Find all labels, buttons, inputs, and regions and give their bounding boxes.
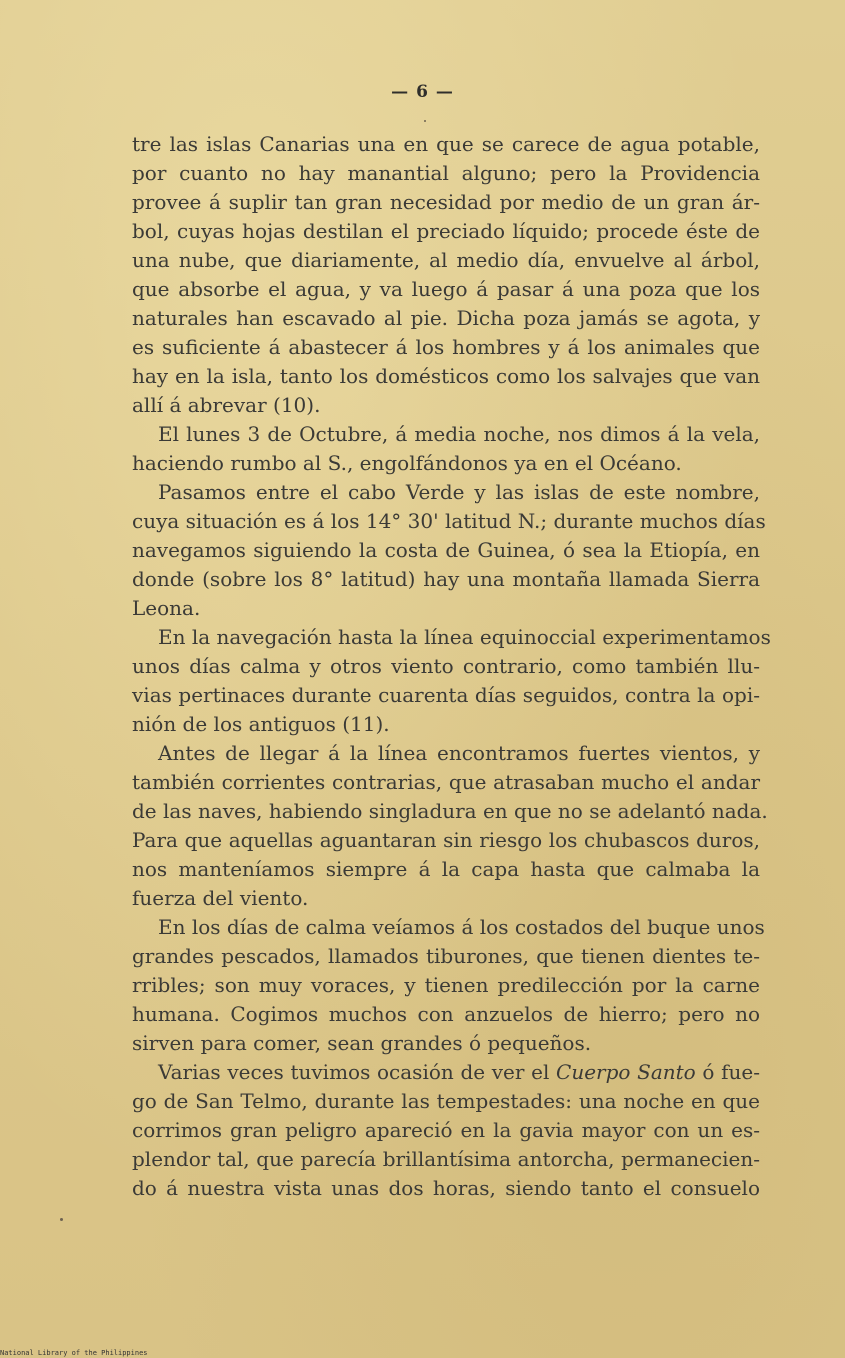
text-line: bol, cuyas hojas destilan el preciado líquido; procede éste de bbox=[132, 219, 760, 243]
text-line: también corrientes contrarias, que atrasaban mucho el andar bbox=[132, 770, 760, 794]
text-segment: ó fue- bbox=[695, 1060, 760, 1084]
paragraph-4 bbox=[132, 623, 771, 739]
text-line: fuerza del viento. bbox=[132, 886, 309, 910]
text-line: navegamos siguiendo la costa de Guinea, ó sea la Etiopía, en bbox=[132, 538, 760, 562]
library-credit: National Library of the Philippines bbox=[0, 1349, 148, 1357]
text-line: grandes pescados, llamados tiburones, que tienen dientes te- bbox=[132, 944, 760, 968]
paragraph-2 bbox=[132, 420, 760, 478]
text-line: por cuanto no hay manantial alguno; pero la Providencia bbox=[132, 161, 760, 185]
text-line: donde (sobre los 8° latitud) hay una montaña llamada Sierra bbox=[132, 567, 760, 591]
page-number: — 6 — bbox=[391, 82, 454, 102]
text-line: rribles; son muy voraces, y tienen predilección por la carne bbox=[132, 973, 760, 997]
paragraph-7 bbox=[132, 1058, 760, 1203]
text-segment: Varias veces tuvimos ocasión de ver el bbox=[158, 1060, 557, 1084]
italic-term: Cuerpo Santo bbox=[556, 1060, 696, 1084]
text-line: do á nuestra vista unas dos horas, siendo tanto el consuelo bbox=[132, 1176, 760, 1200]
text-line: hay en la isla, tanto los domésticos como los salvajes que van bbox=[132, 364, 760, 388]
text-line: En la navegación hasta la línea equinoccial experimentamos bbox=[158, 625, 771, 649]
paragraph-5 bbox=[132, 739, 768, 913]
text-line: provee á suplir tan gran necesidad por medio de un gran ár- bbox=[132, 190, 760, 214]
text-line: cuya situación es á los 14° 30' latitud N.; durante muchos días bbox=[132, 509, 766, 533]
text-line: que absorbe el agua, y va luego á pasar á una poza que los bbox=[132, 277, 760, 301]
text-line: es suficiente á abastecer á los hombres y á los animales que bbox=[132, 335, 760, 359]
text-line: El lunes 3 de Octubre, á media noche, nos dimos á la vela, bbox=[158, 422, 760, 446]
text-line: tre las islas Canarias una en que se carece de agua potable, bbox=[132, 132, 760, 156]
text-line: naturales han escavado al pie. Dicha poza jamás se agota, y bbox=[132, 306, 760, 330]
text-line: de las naves, habiendo singladura en que no se adelantó nada. bbox=[132, 799, 768, 823]
text-line: Leona. bbox=[132, 596, 201, 620]
paragraph-3 bbox=[132, 478, 766, 623]
scan-speck bbox=[60, 1218, 63, 1221]
text-line: Para que aquellas aguantaran sin riesgo los chubascos duros, bbox=[132, 828, 760, 852]
text-line: haciendo rumbo al S., engolfándonos ya en el Océano. bbox=[132, 451, 682, 475]
text-line: una nube, que diariamente, al medio día, envuelve al árbol, bbox=[132, 248, 760, 272]
text-line: go de San Telmo, durante las tempestades: una noche en que bbox=[132, 1089, 760, 1113]
body-text bbox=[132, 130, 771, 1203]
text-line: nión de los antiguos (11). bbox=[132, 712, 390, 736]
text-line: allí á abrevar (10). bbox=[132, 393, 321, 417]
text-line: unos días calma y otros viento contrario, como también llu- bbox=[132, 654, 760, 678]
text-line: En los días de calma veíamos á los costados del buque unos bbox=[158, 915, 765, 939]
text-line: corrimos gran peligro apareció en la gavia mayor con un es- bbox=[132, 1118, 760, 1142]
text-line: humana. Cogimos muchos con anzuelos de hierro; pero no bbox=[132, 1002, 760, 1026]
text-line: nos manteníamos siempre á la capa hasta que calmaba la bbox=[132, 857, 760, 881]
text-line: Antes de llegar á la línea encontramos fuertes vientos, y bbox=[158, 741, 760, 765]
text-line: Pasamos entre el cabo Verde y las islas de este nombre, bbox=[158, 480, 760, 504]
paragraph-6 bbox=[132, 913, 765, 1058]
scan-speck bbox=[424, 120, 426, 122]
text-line bbox=[132, 1058, 760, 1087]
text-line: vias pertinaces durante cuarenta días seguidos, contra la opi- bbox=[132, 683, 760, 707]
text-line: plendor tal, que parecía brillantísima antorcha, permanecien- bbox=[132, 1147, 760, 1171]
text-line: sirven para comer, sean grandes ó pequeños. bbox=[132, 1031, 592, 1055]
paragraph-1 bbox=[132, 130, 760, 420]
